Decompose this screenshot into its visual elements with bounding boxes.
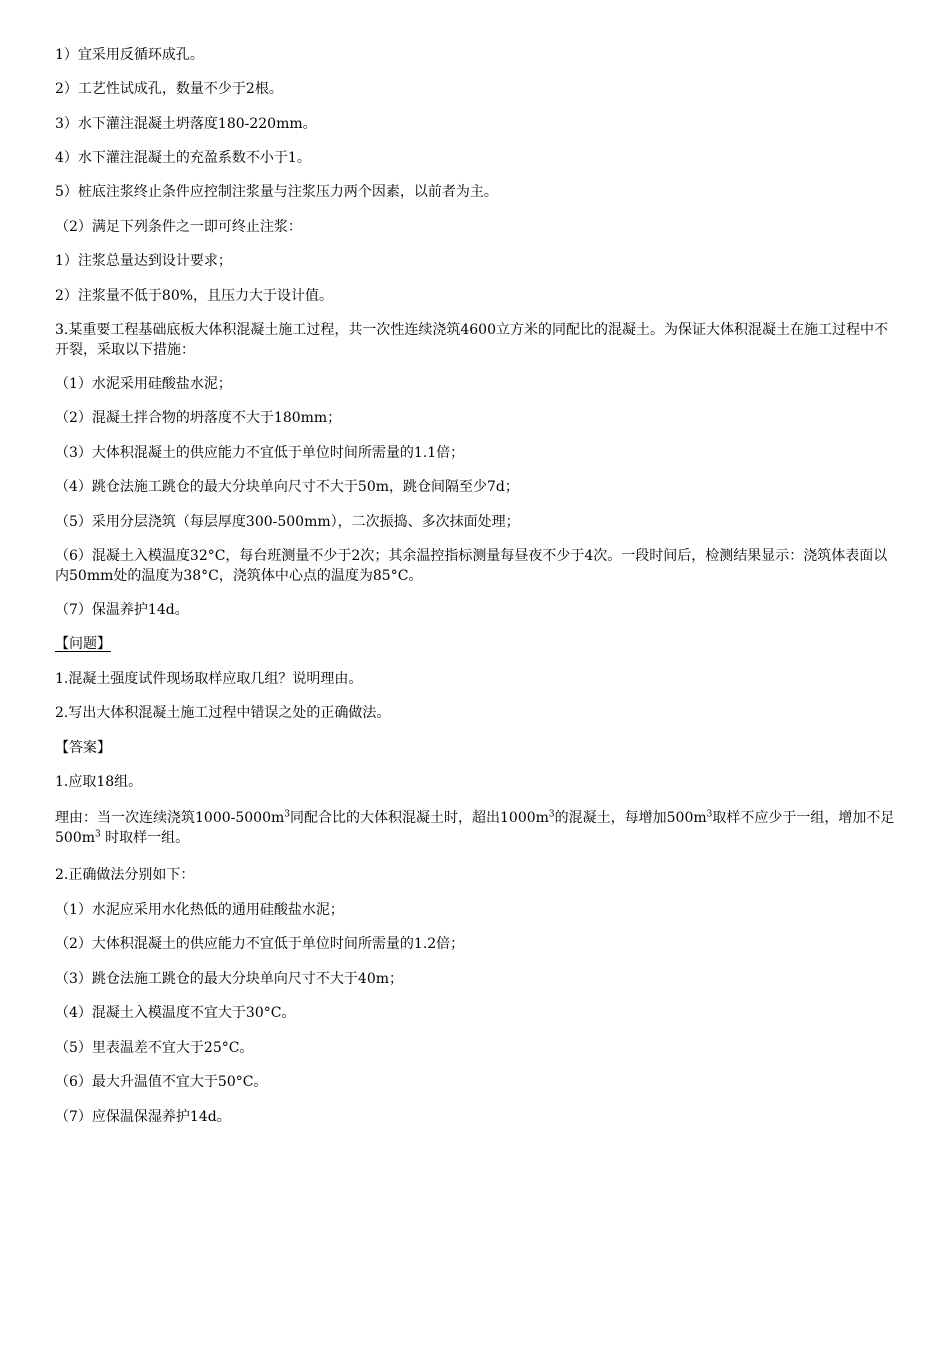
text-line: （5）采用分层浇筑（每层厚度300-500mm），二次振捣、多次抹面处理； [55, 514, 520, 530]
section-heading-questions: 【问题】 [55, 636, 111, 652]
superscript: 3 [548, 809, 555, 820]
text-line: （3）跳仓法施工跳仓的最大分块单向尺寸不大于40m； [55, 971, 403, 987]
text-line: （4）混凝土入模温度不宜大于30°C。 [55, 1005, 296, 1021]
text-line: （1）水泥采用硅酸盐水泥； [55, 376, 232, 392]
text-line: （4）跳仓法施工跳仓的最大分块单向尺寸不大于50m，跳仓间隔至少7d； [55, 479, 519, 495]
text-line: 1）注浆总量达到设计要求； [55, 253, 232, 269]
temperature-paragraph: （6）混凝土入模温度32°C，每台班测量不少于2次；其余温控指标测量每昼夜不少于4次。一段时间后，检测结果显示：浇筑体表面以内50mm处的温度为38°C，浇筑体中心点的温度为85°C。 [55, 548, 888, 584]
text-line: 2.正确做法分别如下： [55, 867, 195, 883]
text-line: 4）水下灌注混凝土的充盈系数不小于1。 [55, 150, 311, 166]
text-line: （3）大体积混凝土的供应能力不宜低于单位时间所需量的1.1倍； [55, 445, 465, 461]
text-line: 2.写出大体积混凝土施工过程中错误之处的正确做法。 [55, 705, 391, 721]
reason-text: 取样不应少于一组，增加不足500m [55, 810, 895, 846]
text-line: 1.混凝土强度试件现场取样应取几组？说明理由。 [55, 671, 363, 687]
reason-text: 理由：当一次连续浇筑1000-5000m [55, 810, 285, 826]
reason-paragraph [55, 808, 895, 848]
text-line: （2）大体积混凝土的供应能力不宜低于单位时间所需量的1.2倍； [55, 936, 465, 952]
text-line: 1）宜采用反循环成孔。 [55, 47, 204, 63]
text-line: （7）保温养护14d。 [55, 602, 189, 618]
text-line: 1.应取18组。 [55, 774, 143, 790]
superscript: 3 [95, 829, 101, 840]
text-line: （2）混凝土拌合物的坍落度不大于180mm； [55, 410, 342, 426]
text-line: （1）水泥应采用水化热低的通用硅酸盐水泥； [55, 902, 344, 918]
text-line: 5）桩底注浆终止条件应控制注浆量与注浆压力两个因素，以前者为主。 [55, 184, 498, 200]
text-line: 2）注浆量不低于80%，且压力大于设计值。 [55, 288, 334, 304]
section-heading-answers: 【答案】 [55, 740, 111, 756]
text-line: 2）工艺性试成孔，数量不少于2根。 [55, 81, 283, 97]
superscript: 3 [706, 809, 713, 820]
text-line: （7）应保温保湿养护14d。 [55, 1109, 231, 1125]
question-intro-paragraph: 3.某重要工程基础底板大体积混凝土施工过程，共一次性连续浇筑4600立方米的同配比的混凝土。为保证大体积混凝土在施工过程中不开裂，采取以下措施： [55, 322, 888, 358]
text-line: （5）里表温差不宜大于25°C。 [55, 1040, 254, 1056]
text-line: （6）最大升温值不宜大于50°C。 [55, 1074, 268, 1090]
text-line: （2）满足下列条件之一即可终止注浆： [55, 219, 302, 235]
reason-text: 同配合比的大体积混凝土时，超出1000m [290, 810, 549, 826]
reason-text: 时取样一组。 [100, 830, 190, 846]
text-line: 3）水下灌注混凝土坍落度180-220mm。 [55, 116, 317, 132]
reason-text: 的混凝土，每增加500m [554, 810, 707, 826]
superscript: 3 [284, 809, 290, 820]
